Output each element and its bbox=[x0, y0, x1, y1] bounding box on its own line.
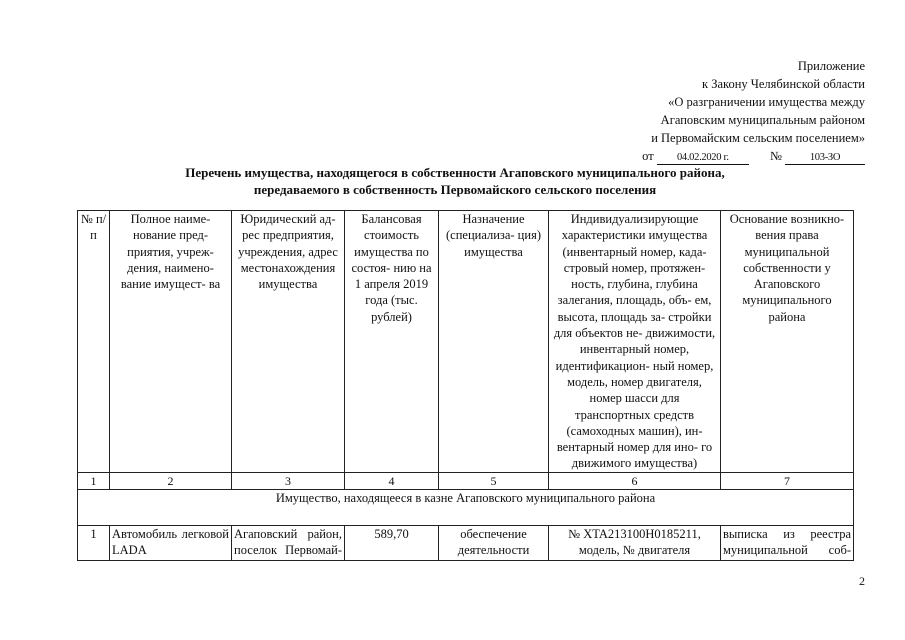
appendix-line: «О разграничении имущества между bbox=[668, 95, 865, 109]
appendix-line: и Первомайским сельским поселением» bbox=[651, 131, 865, 145]
date-prefix: от bbox=[642, 149, 654, 163]
number-prefix: № bbox=[769, 149, 782, 163]
column-number: 2 bbox=[110, 472, 232, 489]
row-ownership-basis: выписка из реестра муниципальной соб- bbox=[721, 525, 854, 560]
page-number: 2 bbox=[859, 574, 865, 588]
section-title: Имущество, находящееся в казне Агаповского муниципального района bbox=[78, 489, 854, 525]
appendix-line: Агаповским муниципальным районом bbox=[660, 113, 865, 127]
column-number: 6 bbox=[549, 472, 721, 489]
title-line-2: передаваемого в собственность Первомайского сельского поселения bbox=[253, 182, 657, 197]
header-cell-value: Балансовая стоимость имущества по состоя- нию на 1 апреля 2019 года (тыс. рублей) bbox=[345, 211, 439, 473]
row-number: 1 bbox=[78, 525, 110, 560]
property-table bbox=[77, 210, 854, 561]
column-number: 1 bbox=[78, 472, 110, 489]
column-number: 7 bbox=[721, 472, 854, 489]
header-cell-basis: Основание возникно- вения права муниципальной собственности у Агаповского муниципального района bbox=[721, 211, 854, 473]
header-cell-purpose: Назначение (специализа- ция) имущества bbox=[439, 211, 549, 473]
row-property-name: Автомобиль легковой LADA bbox=[110, 525, 232, 560]
appendix-line: к Закону Челябинской области bbox=[702, 77, 865, 91]
appendix-block bbox=[565, 57, 865, 165]
header-cell-number: № п/п bbox=[78, 211, 110, 473]
column-number: 3 bbox=[232, 472, 345, 489]
column-number: 4 bbox=[345, 472, 439, 489]
section-row bbox=[78, 489, 854, 525]
row-balance-value: 589,70 bbox=[345, 525, 439, 560]
table-row bbox=[78, 525, 854, 560]
column-number-row bbox=[78, 472, 854, 489]
header-row bbox=[78, 211, 854, 473]
row-address: Агаповский район, поселок Первомай- bbox=[232, 525, 345, 560]
title-line-1: Перечень имущества, находящегося в собственности Агаповского муниципального района, bbox=[185, 165, 725, 180]
appendix-line: Приложение bbox=[797, 59, 865, 73]
row-purpose: обеспечение деятельности bbox=[439, 525, 549, 560]
column-number: 5 bbox=[439, 472, 549, 489]
law-date: 04.02.2020 г. bbox=[657, 151, 749, 165]
document-title bbox=[150, 164, 760, 198]
header-cell-name: Полное наиме- нование пред- приятия, учреж- дения, наимено- вание имущест- ва bbox=[110, 211, 232, 473]
header-cell-address: Юридический ад- рес предприятия, учреждения, адрес местонахождения имущества bbox=[232, 211, 345, 473]
row-characteristics: № XTA213100H0185211, модель, № двигателя bbox=[549, 525, 721, 560]
law-reference-row bbox=[565, 147, 865, 165]
law-number: 103-ЗО bbox=[785, 151, 865, 165]
header-cell-characteristics: Индивидуализирующие характеристики имущества (инвентарный номер, када- стровый номер, протяжен- ность, глубина, глубина залегания, площадь, объ- ем, высота, площадь за- стройки для объектов не- движимости, инвентарный номер, идентификацион- ный номер, модель, номер двигателя, номер шасси для транспортных средств (самоходных машин), ин- вентарный номер для ино- го движимого имущества) bbox=[549, 211, 721, 473]
